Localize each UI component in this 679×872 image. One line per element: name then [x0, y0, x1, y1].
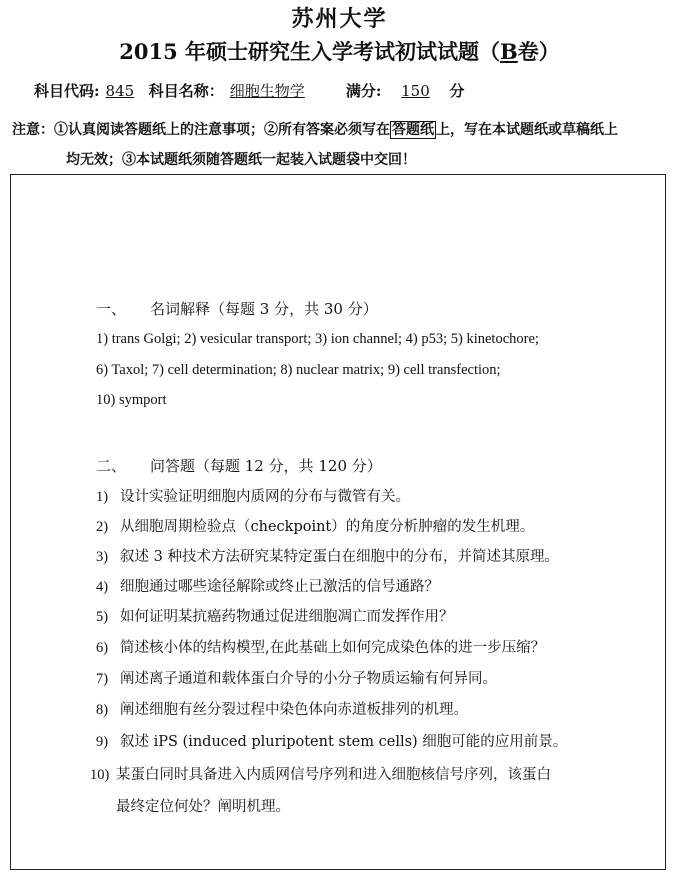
- exam-title-main: 2015 年硕士研究生入学考试初试试题（: [119, 39, 500, 64]
- notice-line-2: 均无效；③本试题纸须随答题纸一起装入试题袋中交回！: [66, 152, 416, 168]
- question-text: 叙述 iPS (induced pluripotent stem cells) 细胞可能的应用前景。: [120, 734, 568, 750]
- question-text: 叙述 3 种技术方法研究某特定蛋白在细胞中的分布，并简述其原理。: [120, 549, 559, 565]
- subject-code-value: 845: [105, 82, 135, 100]
- question-item: [96, 730, 567, 751]
- section-1-heading: [96, 298, 378, 319]
- full-score-label: 满分:: [345, 82, 382, 100]
- paper-letter: B: [500, 39, 518, 64]
- question-item: [96, 545, 559, 566]
- question-text: 细胞通过哪些途径解除或终止已激活的信号通路？: [120, 579, 439, 595]
- question-text: 阐述离子通道和载体蛋白介导的小分子物质运输有何异同。: [120, 671, 497, 687]
- university-name: 苏州大学: [291, 6, 388, 32]
- question-number: 1): [96, 489, 109, 505]
- exam-title-end: 卷）: [517, 39, 560, 64]
- subject-code-label: 科目代码:: [34, 82, 100, 100]
- question-number: 8): [96, 702, 109, 718]
- question-item: [96, 698, 468, 719]
- question-number: 5): [96, 609, 109, 625]
- full-score-value: 150: [401, 82, 430, 100]
- term-line: 6) Taxol; 7) cell determination; 8) nuclear matrix; 9) cell transfection;: [96, 362, 501, 378]
- section-2-number: 二、: [96, 457, 127, 475]
- question-number: 6): [96, 640, 109, 656]
- question-text: 阐述细胞有丝分裂过程中染色体向赤道板排列的机理。: [120, 702, 468, 718]
- question-text: 如何证明某抗癌药物通过促进细胞凋亡而发挥作用？: [120, 609, 454, 625]
- answer-sheet-boxed-word: 答题纸: [392, 122, 434, 138]
- question-number: 3): [96, 549, 109, 565]
- question-item: [96, 575, 439, 596]
- question-item: [96, 515, 534, 536]
- question-item: [96, 667, 497, 688]
- question-item: [90, 763, 551, 784]
- subject-name-value: 细胞生物学: [229, 82, 305, 100]
- question-number: 4): [96, 579, 109, 595]
- section-1-number: 一、: [96, 300, 127, 318]
- question-item: [96, 636, 545, 657]
- notice-text-a: 注意：①认真阅读答题纸上的注意事项；②所有答案必须写在: [12, 122, 390, 138]
- notice-line-1: [12, 119, 618, 139]
- question-text: 从细胞周期检验点（checkpoint）的角度分析肿瘤的发生机理。: [120, 519, 535, 535]
- section-1-title: 名词解释（每题 3 分，共 30 分）: [150, 300, 378, 318]
- question-number: 2): [96, 519, 109, 535]
- question-item: [96, 485, 410, 506]
- section-2-title: 问答题（每题 12 分，共 120 分）: [150, 457, 382, 475]
- exam-title: [0, 36, 679, 66]
- question-text: 某蛋白同时具备进入内质网信号序列和进入细胞核信号序列，该蛋白: [116, 767, 551, 783]
- question-number: 10): [90, 767, 110, 783]
- question-number: 9): [96, 734, 109, 750]
- question-10-continuation: 最终定位何处？阐明机理。: [116, 799, 290, 815]
- notice-text-b: 上，写在本试题纸或草稿纸上: [436, 122, 618, 138]
- term-line: 1) trans Golgi; 2) vesicular transport; 3) ion channel; 4) p53; 5) kinetochore;: [96, 331, 539, 347]
- subject-name-label: 科目名称：: [148, 82, 224, 100]
- question-number: 7): [96, 671, 109, 687]
- section-2-heading: [96, 455, 382, 476]
- question-item: [96, 605, 454, 626]
- full-score-unit: 分: [449, 82, 465, 100]
- subject-info: [34, 80, 464, 101]
- question-text: 简述核小体的结构模型,在此基础上如何完成染色体的进一步压缩？: [120, 640, 546, 656]
- question-text: 设计实验证明细胞内质网的分布与微管有关。: [120, 489, 410, 505]
- term-line: 10) symport: [96, 392, 167, 408]
